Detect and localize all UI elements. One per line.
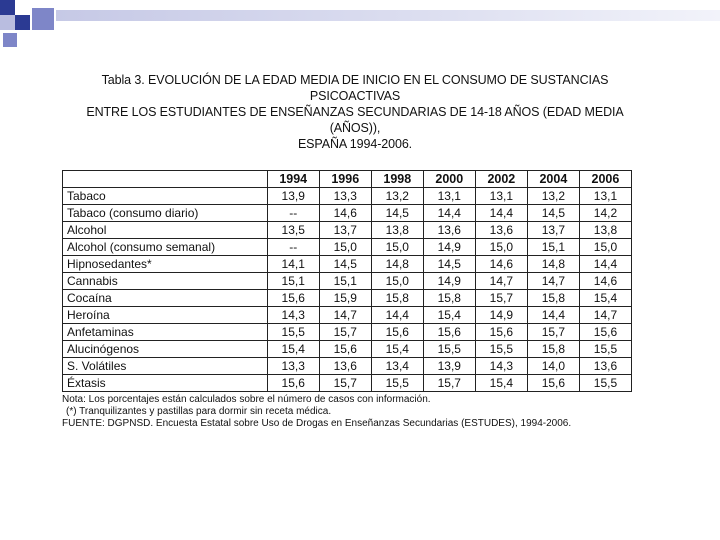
value-cell: 14,4 — [579, 256, 631, 273]
title-line-3: ESPAÑA 1994-2006. — [297, 137, 413, 151]
table-row — [63, 358, 632, 375]
value-cell: 15,6 — [527, 375, 579, 392]
decor-square — [3, 33, 17, 47]
value-cell: 15,0 — [371, 273, 423, 290]
table-body — [63, 188, 632, 392]
row-label: Éxtasis — [63, 375, 268, 392]
value-cell: 15,6 — [475, 324, 527, 341]
value-cell: 13,2 — [527, 188, 579, 205]
value-cell: 13,1 — [475, 188, 527, 205]
value-cell: 13,3 — [319, 188, 371, 205]
row-label: Hipnosedantes* — [63, 256, 268, 273]
value-cell: 14,4 — [527, 307, 579, 324]
value-cell: 13,6 — [319, 358, 371, 375]
table-row — [63, 307, 632, 324]
value-cell: 14,5 — [423, 256, 475, 273]
value-cell: 14,5 — [371, 205, 423, 222]
value-cell: 14,3 — [475, 358, 527, 375]
year-header: 2006 — [579, 171, 631, 188]
value-cell: 15,1 — [527, 239, 579, 256]
table-row — [63, 290, 632, 307]
value-cell: 13,2 — [371, 188, 423, 205]
header-row — [63, 171, 632, 188]
value-cell: 14,4 — [371, 307, 423, 324]
value-cell: 15,0 — [475, 239, 527, 256]
value-cell: 15,6 — [423, 324, 475, 341]
title-line-1: Tabla 3. EVOLUCIÓN DE LA EDAD MEDIA DE INICIO EN EL CONSUMO DE SUSTANCIAS PSICOACTIVAS — [101, 73, 609, 103]
value-cell: 15,5 — [579, 375, 631, 392]
value-cell: 15,1 — [267, 273, 319, 290]
value-cell: 15,7 — [527, 324, 579, 341]
value-cell: 15,9 — [319, 290, 371, 307]
title-line-2: ENTRE LOS ESTUDIANTES DE ENSEÑANZAS SECUNDARIAS DE 14-18 AÑOS (EDAD MEDIA (AÑOS)), — [86, 105, 624, 135]
row-label: S. Volátiles — [63, 358, 268, 375]
value-cell: 14,7 — [319, 307, 371, 324]
value-cell: 13,6 — [475, 222, 527, 239]
value-cell: 15,4 — [579, 290, 631, 307]
value-cell: 14,6 — [579, 273, 631, 290]
value-cell: 15,7 — [319, 324, 371, 341]
value-cell: 14,6 — [319, 205, 371, 222]
value-cell: 13,8 — [371, 222, 423, 239]
row-label: Alucinógenos — [63, 341, 268, 358]
value-cell: 15,6 — [319, 341, 371, 358]
corner-cell — [63, 171, 268, 188]
decor-square — [15, 0, 30, 15]
value-cell: 13,1 — [579, 188, 631, 205]
row-label: Tabaco (consumo diario) — [63, 205, 268, 222]
table-row — [63, 239, 632, 256]
value-cell: 13,7 — [527, 222, 579, 239]
value-cell: 15,4 — [371, 341, 423, 358]
value-cell: 15,5 — [423, 341, 475, 358]
table-row — [63, 256, 632, 273]
value-cell: 15,8 — [371, 290, 423, 307]
value-cell: 13,3 — [267, 358, 319, 375]
note-text: Nota: Los porcentajes están calculados sobre el número de casos con información. — [62, 394, 431, 405]
year-header: 1994 — [267, 171, 319, 188]
value-cell: 14,7 — [527, 273, 579, 290]
source-text: FUENTE: DGPNSD. Encuesta Estatal sobre Uso de Drogas en Enseñanzas Secundarias (ESTUDES), 1994-2006. — [62, 418, 572, 429]
value-cell: 15,6 — [371, 324, 423, 341]
value-cell: -- — [267, 205, 319, 222]
value-cell: 14,4 — [475, 205, 527, 222]
table-row — [63, 188, 632, 205]
table-row — [63, 205, 632, 222]
value-cell: 15,0 — [371, 239, 423, 256]
table-title — [62, 72, 648, 152]
table-row — [63, 341, 632, 358]
value-cell: 14,7 — [579, 307, 631, 324]
value-cell: 13,8 — [579, 222, 631, 239]
value-cell: 13,9 — [267, 188, 319, 205]
value-cell: 15,5 — [475, 341, 527, 358]
value-cell: 15,4 — [475, 375, 527, 392]
value-cell: 15,6 — [267, 375, 319, 392]
value-cell: 14,6 — [475, 256, 527, 273]
value-cell: 15,5 — [267, 324, 319, 341]
document — [62, 72, 648, 430]
value-cell: 14,8 — [527, 256, 579, 273]
row-label: Alcohol (consumo semanal) — [63, 239, 268, 256]
value-cell: 15,1 — [319, 273, 371, 290]
header-band — [56, 10, 720, 21]
value-cell: 15,7 — [319, 375, 371, 392]
value-cell: 15,0 — [579, 239, 631, 256]
year-header: 2000 — [423, 171, 475, 188]
value-cell: 15,4 — [267, 341, 319, 358]
table-row — [63, 273, 632, 290]
value-cell: 14,2 — [579, 205, 631, 222]
value-cell: 14,0 — [527, 358, 579, 375]
decor-square — [32, 8, 54, 30]
year-header: 1996 — [319, 171, 371, 188]
value-cell: -- — [267, 239, 319, 256]
table-row — [63, 324, 632, 341]
row-label: Anfetaminas — [63, 324, 268, 341]
value-cell: 13,6 — [579, 358, 631, 375]
row-label: Tabaco — [63, 188, 268, 205]
row-label: Heroína — [63, 307, 268, 324]
value-cell: 14,9 — [475, 307, 527, 324]
value-cell: 14,7 — [475, 273, 527, 290]
data-table — [62, 170, 632, 392]
row-label: Alcohol — [63, 222, 268, 239]
value-cell: 15,7 — [475, 290, 527, 307]
value-cell: 15,8 — [423, 290, 475, 307]
value-cell: 14,5 — [527, 205, 579, 222]
value-cell: 14,9 — [423, 239, 475, 256]
row-label: Cannabis — [63, 273, 268, 290]
value-cell: 13,7 — [319, 222, 371, 239]
row-label: Cocaína — [63, 290, 268, 307]
decor-square — [0, 0, 15, 15]
value-cell: 15,5 — [371, 375, 423, 392]
asterisk-note: (*) Tranquilizantes y pastillas para dormir sin receta médica. — [66, 406, 332, 417]
year-header: 2004 — [527, 171, 579, 188]
table-row — [63, 222, 632, 239]
value-cell: 15,6 — [579, 324, 631, 341]
value-cell: 14,1 — [267, 256, 319, 273]
value-cell: 15,0 — [319, 239, 371, 256]
decor-square — [0, 15, 15, 30]
value-cell: 15,4 — [423, 307, 475, 324]
value-cell: 14,3 — [267, 307, 319, 324]
value-cell: 13,1 — [423, 188, 475, 205]
value-cell: 15,5 — [579, 341, 631, 358]
decor-square — [15, 15, 30, 30]
year-header: 1998 — [371, 171, 423, 188]
value-cell: 14,9 — [423, 273, 475, 290]
table-row — [63, 375, 632, 392]
value-cell: 13,4 — [371, 358, 423, 375]
notes — [62, 394, 648, 430]
value-cell: 14,4 — [423, 205, 475, 222]
value-cell: 15,8 — [527, 341, 579, 358]
value-cell: 15,8 — [527, 290, 579, 307]
value-cell: 15,6 — [267, 290, 319, 307]
value-cell: 13,6 — [423, 222, 475, 239]
value-cell: 14,8 — [371, 256, 423, 273]
value-cell: 13,5 — [267, 222, 319, 239]
value-cell: 15,7 — [423, 375, 475, 392]
value-cell: 13,9 — [423, 358, 475, 375]
value-cell: 14,5 — [319, 256, 371, 273]
year-header: 2002 — [475, 171, 527, 188]
